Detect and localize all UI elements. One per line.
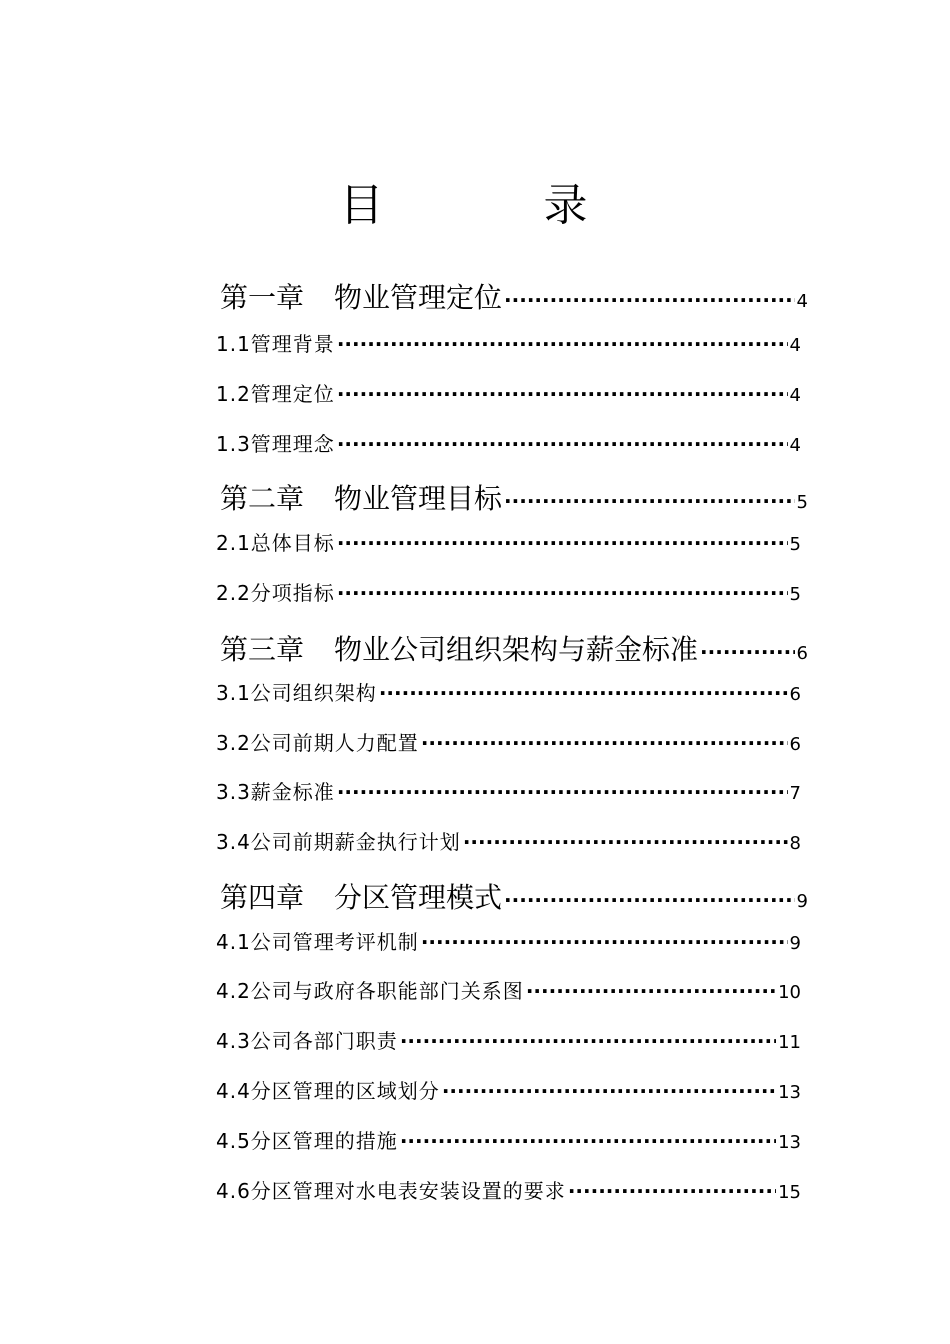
page-number: 4 [789, 435, 801, 456]
toc-section-3-3[interactable] [216, 776, 801, 826]
section-title: 1.1管理背景 [216, 332, 335, 356]
section-title: 4.4分区管理的区域划分 [216, 1079, 440, 1103]
toc-section-3-2[interactable] [216, 727, 801, 777]
dot-leader [337, 533, 788, 553]
page-number: 13 [778, 1132, 801, 1153]
page-number: 6 [796, 643, 808, 664]
toc-section-4-3[interactable] [216, 1025, 801, 1075]
page-number: 5 [796, 492, 808, 513]
page-number: 6 [789, 684, 801, 705]
dot-leader [337, 583, 788, 603]
page-number: 5 [789, 534, 801, 555]
toc-section-2-1[interactable] [216, 527, 801, 577]
dot-leader [337, 434, 788, 454]
page-number: 6 [789, 734, 801, 755]
dot-leader [504, 890, 795, 910]
toc-section-4-1[interactable] [216, 926, 801, 976]
toc-section-1-2[interactable] [216, 378, 801, 428]
section-title: 2.2分项指标 [216, 581, 335, 605]
dot-leader [400, 1131, 776, 1151]
dot-leader [337, 384, 788, 404]
chapter-number: 第二章 [220, 482, 305, 515]
page-number: 7 [789, 783, 801, 804]
dot-leader [337, 334, 788, 354]
chapter-number: 第三章 [220, 633, 305, 666]
chapter-title: 物业公司组织架构与薪金标准 [334, 633, 699, 666]
section-title: 3.3薪金标准 [216, 780, 335, 804]
section-title: 3.1公司组织架构 [216, 681, 377, 705]
page-number: 13 [778, 1082, 801, 1103]
section-title: 4.1公司管理考评机制 [216, 930, 419, 954]
page-number: 4 [796, 291, 808, 312]
dot-leader [379, 683, 788, 703]
section-title: 4.2公司与政府各职能部门关系图 [216, 979, 524, 1003]
dot-leader [400, 1031, 776, 1051]
dot-leader [442, 1081, 776, 1101]
toc-section-4-5[interactable] [216, 1125, 801, 1175]
toc-section-1-1[interactable] [216, 328, 801, 378]
toc-chapter-1[interactable] [220, 276, 808, 326]
chapter-number: 第一章 [220, 281, 305, 314]
page-title: 目 录 [339, 180, 646, 231]
dot-leader [421, 932, 788, 952]
toc-section-4-6[interactable] [216, 1175, 801, 1225]
page-number: 9 [796, 891, 808, 912]
section-title: 4.3公司各部门职责 [216, 1029, 398, 1053]
dot-leader [463, 832, 788, 852]
section-title: 4.5分区管理的措施 [216, 1129, 398, 1153]
toc-section-4-4[interactable] [216, 1075, 801, 1125]
section-title: 1.3管理理念 [216, 432, 335, 456]
page-number: 8 [789, 833, 801, 854]
dot-leader [504, 491, 795, 511]
toc-section-3-1[interactable] [216, 677, 801, 727]
page-number: 11 [778, 1032, 801, 1053]
toc-chapter-4[interactable] [220, 876, 808, 926]
page-number: 5 [789, 584, 801, 605]
chapter-title: 分区管理模式 [334, 881, 503, 914]
dot-leader [504, 290, 795, 310]
dot-leader [421, 733, 788, 753]
toc-chapter-2[interactable] [220, 477, 808, 527]
section-title: 2.1总体目标 [216, 531, 335, 555]
toc-section-4-2[interactable] [216, 975, 801, 1025]
toc-section-2-2[interactable] [216, 577, 801, 627]
dot-leader [568, 1181, 776, 1201]
page-number: 10 [778, 982, 801, 1003]
dot-leader [526, 981, 776, 1001]
chapter-number: 第四章 [220, 881, 305, 914]
chapter-title: 物业管理定位 [334, 281, 503, 314]
page-number: 15 [778, 1182, 801, 1203]
toc-section-3-4[interactable] [216, 826, 801, 876]
section-title: 3.4公司前期薪金执行计划 [216, 830, 461, 854]
page-number: 4 [789, 335, 801, 356]
section-title: 1.2管理定位 [216, 382, 335, 406]
page-number: 4 [789, 385, 801, 406]
toc-chapter-3[interactable] [220, 628, 808, 678]
dot-leader [337, 782, 788, 802]
page-number: 9 [789, 933, 801, 954]
section-title: 4.6分区管理对水电表安装设置的要求 [216, 1179, 566, 1203]
chapter-title: 物业管理目标 [334, 482, 503, 515]
dot-leader [700, 642, 795, 662]
toc-section-1-3[interactable] [216, 428, 801, 478]
section-title: 3.2公司前期人力配置 [216, 731, 419, 755]
